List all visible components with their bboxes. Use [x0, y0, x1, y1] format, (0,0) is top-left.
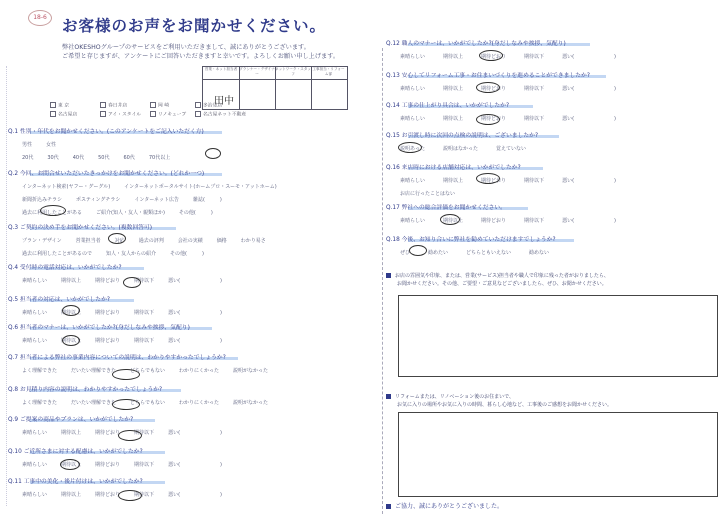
comment2-line-1: リフォームまたは、リノベーション後のお住まいで、 [395, 394, 515, 400]
answer-row [22, 237, 280, 244]
answer-option[interactable]: 期待どおり [95, 462, 121, 468]
question-label: Q.9 ご提案の商品やプランは、いかがでしたか? [8, 417, 134, 423]
answer-option[interactable]: 期待以下 [524, 116, 545, 122]
answer-option[interactable]: 勧めない [529, 250, 550, 256]
answer-option[interactable]: 60代 [123, 155, 135, 161]
checkbox[interactable] [150, 111, 156, 117]
question-block [8, 262, 236, 284]
answer-option[interactable]: 期待以上 [61, 278, 82, 284]
handwritten-staff-name: 田中 [214, 96, 234, 107]
bullet-square-icon [386, 504, 391, 509]
column-divider [382, 48, 383, 514]
answer-circle [440, 214, 460, 225]
checkbox[interactable] [50, 102, 56, 108]
answer-circle [108, 233, 126, 244]
answer-option[interactable]: 悪い( ) [562, 86, 616, 92]
answer-option[interactable]: 期待以上 [443, 116, 464, 122]
question-label: Q.7 担当者による弊社の事業内容についての説明は、わかりやすかったでしょうか? [8, 355, 226, 361]
answer-option[interactable]: 期待どおり [95, 278, 121, 284]
answer-option[interactable]: 説明がなかった [233, 400, 269, 406]
store-option: 岡 崎 [158, 103, 170, 109]
answer-circle [205, 148, 221, 159]
question-block [386, 202, 634, 224]
answer-circle [60, 459, 80, 470]
receipt-stamp: 18-6 [28, 10, 52, 26]
answer-option[interactable]: 期待以上 [443, 218, 464, 224]
answer-option[interactable]: 30代 [47, 155, 59, 161]
answer-row [22, 461, 236, 468]
answer-option[interactable]: 説明あった [400, 146, 425, 152]
page-title: お客様のお声をお聞かせください。 [62, 17, 327, 35]
comment1-line-1: お店の雰囲気や印象、または、営業(サービス)担当者や職人で印象に残った者がおりましたら、 [395, 273, 609, 279]
answer-row [22, 250, 280, 257]
store-option: 春日井店 [108, 103, 128, 109]
answer-option[interactable]: 素晴らしい [400, 54, 426, 60]
store-option: 多治見店 [203, 103, 223, 109]
answer-circle [118, 490, 142, 501]
answer-circle [118, 430, 142, 441]
answer-option[interactable]: 期待以上 [61, 338, 82, 344]
question-block [386, 162, 634, 197]
answer-option[interactable]: 期待以下 [134, 310, 155, 316]
footer-thanks: ご協力、誠にありがとうございました。 [386, 501, 503, 510]
answer-option[interactable]: 悪い( ) [562, 116, 616, 122]
question-label: Q.11 工事中の美化・後片付けは、いかがでしたか? [8, 479, 143, 485]
answer-circle [112, 369, 140, 380]
comment1-line-2: お聞かせください。その他、ご要望・ご意見などございましたら、ぜひ、お聞かせください。 [397, 281, 607, 287]
store-option: 東 京 [58, 103, 70, 109]
answer-option[interactable]: 期待以下 [524, 54, 545, 60]
answer-option[interactable]: お店に行ったことはない [400, 191, 456, 197]
answer-option[interactable]: 期待以上 [443, 54, 464, 60]
question-block [8, 352, 282, 374]
answer-row [22, 367, 282, 374]
answer-option[interactable]: 女性 [46, 142, 57, 148]
answer-option[interactable]: 期待以下 [524, 218, 545, 224]
answer-option[interactable]: 素晴らしい [22, 338, 48, 344]
comment-box-1[interactable] [398, 295, 718, 377]
answer-option[interactable]: 過去に利用したことがある [22, 210, 83, 216]
answer-row [22, 337, 236, 344]
answer-option[interactable]: 勧めたい [428, 250, 449, 256]
answer-row [400, 85, 634, 92]
answer-row [22, 154, 204, 161]
question-label: Q.16 来店時における店舗対応は、いかがでしたか? [386, 165, 521, 171]
answer-option[interactable]: 新聞折込みチラシ [22, 197, 63, 203]
answer-option[interactable]: 期待以下 [134, 278, 155, 284]
answer-option[interactable]: ぜひ [400, 250, 411, 256]
answer-option[interactable]: 対応 [114, 238, 125, 244]
answer-row [400, 115, 634, 122]
answer-option[interactable]: 期待以上 [61, 310, 82, 316]
answer-option[interactable]: 悪い( ) [168, 462, 222, 468]
answer-option[interactable]: 悪い( ) [562, 54, 616, 60]
answer-circle [40, 205, 66, 216]
answer-option[interactable]: その他( ) [178, 210, 213, 216]
answer-option[interactable]: 期待以下 [134, 462, 155, 468]
answer-option[interactable]: 悪い( ) [562, 178, 616, 184]
answer-circle [476, 82, 500, 93]
question-label: Q.1 性別・年代をお聞かせください。(このアンケートをご記入いただく方) [8, 129, 204, 135]
answer-row [22, 196, 291, 203]
answer-option[interactable]: わかりにくかった [178, 400, 219, 406]
answer-option[interactable]: 期待どおり [481, 86, 507, 92]
comment2-line-2: お気に入りの場所やお気に入りの時間、暮らし心地など、工事後のご感想をお聞かせください。 [397, 402, 613, 408]
answer-circle [479, 50, 503, 61]
answer-option[interactable]: 20代 [22, 155, 34, 161]
answer-option[interactable]: 期待以下 [134, 430, 155, 436]
answer-option[interactable]: 素晴らしい [400, 218, 426, 224]
answer-option[interactable]: 期待どおり [481, 116, 507, 122]
sign-col-3: ネットワーク・スタッフ [275, 67, 312, 109]
question-block [8, 126, 204, 161]
question-block [8, 322, 236, 344]
comment-section-1 [386, 272, 609, 287]
bullet-square-icon [386, 394, 391, 399]
answer-option[interactable]: 期待以上 [443, 178, 464, 184]
answer-option[interactable]: 70代以上 [148, 155, 171, 161]
answer-circle [62, 305, 80, 316]
answer-option[interactable]: インターネット広告 [134, 197, 179, 203]
question-label: Q.17 弊社への総合評価をお聞かせください。 [386, 205, 506, 211]
question-label: Q.14 工事の仕上がり具合は、いかがでしたか? [386, 103, 510, 109]
answer-option[interactable]: よく理解できた [22, 400, 58, 406]
question-label: Q.2 今回、お問合せいただいたきっかけをお聞かせください。(どれか一つ) [8, 171, 205, 177]
question-block [8, 294, 236, 316]
checkbox[interactable] [195, 102, 201, 108]
question-block [8, 222, 280, 257]
answer-option[interactable]: 期待以上 [61, 492, 82, 498]
answer-option[interactable]: 説明はなかった [442, 146, 478, 152]
answer-option[interactable]: 過去の評判 [138, 238, 164, 244]
question-label: Q.12 職人のマナーは、いかがでしたか?(身だしなみや挨拶、気配り) [386, 41, 566, 47]
answer-option[interactable]: 男性 [22, 142, 33, 148]
sign-col-2: プランナー・デザイナー [239, 67, 276, 109]
answer-circle [476, 173, 500, 184]
answer-option[interactable]: 価格 [216, 238, 227, 244]
answer-option[interactable]: 期待どおり [95, 310, 121, 316]
answer-option[interactable]: よく理解できた [22, 368, 58, 374]
answer-option[interactable]: 期待どおり [481, 178, 507, 184]
answer-option[interactable]: 悪い( ) [168, 430, 222, 436]
answer-row [22, 183, 291, 190]
question-label: Q.6 担当者のマナーは、いかがでしたか?(身だしなみや挨拶、気配り) [8, 325, 190, 331]
answer-circle [123, 277, 141, 288]
answer-option[interactable]: プラン・デザイン [22, 238, 62, 244]
answer-option[interactable]: その他( ) [170, 251, 204, 257]
question-block [386, 100, 634, 122]
checkbox[interactable] [195, 111, 201, 117]
answer-option[interactable]: 素晴らしい [400, 116, 426, 122]
answer-option[interactable]: 期待以下 [134, 492, 155, 498]
answer-row [22, 309, 236, 316]
sign-col-1: 営業・ネット担当者 [203, 67, 240, 109]
answer-row [22, 399, 282, 406]
answer-option[interactable]: 悪い( ) [168, 492, 222, 498]
question-label: Q.5 担当者の対応は、いかがでしたか? [8, 297, 110, 303]
answer-option[interactable]: 知人・友人からの紹介 [106, 251, 157, 257]
answer-option[interactable]: どちらでもない [130, 400, 165, 406]
answer-option[interactable]: だいたい理解できた [71, 400, 117, 406]
answer-option[interactable]: 説明がなかった [233, 368, 269, 374]
answer-option[interactable]: 期待どおり [481, 218, 507, 224]
answer-option[interactable]: 悪い( ) [168, 338, 222, 344]
answer-option[interactable]: ポスティングチラシ [76, 197, 121, 203]
answer-option[interactable]: インターネットポータルサイト(ホームプロ・スーモ・アットホーム) [124, 184, 277, 190]
question-block [386, 38, 634, 60]
answer-circle [476, 114, 500, 125]
answer-option[interactable]: 素晴らしい [22, 492, 48, 498]
checkbox[interactable] [50, 111, 56, 117]
answer-option[interactable]: 素晴らしい [400, 86, 426, 92]
checkbox[interactable] [100, 111, 106, 117]
answer-option[interactable]: 50代 [98, 155, 110, 161]
checkbox[interactable] [150, 102, 156, 108]
answer-option[interactable]: 期待以下 [524, 86, 545, 92]
answer-row [400, 217, 634, 224]
question-label: Q.18 今後、お知り合いに弊社を勧めていただけますでしょうか? [386, 237, 556, 243]
intro-line-2: ご希望と存じますが、アンケートにご回答いただきますと幸いです。よろしくお願い申し上げます。 [62, 53, 340, 60]
answer-option[interactable]: どちらともいえない [466, 250, 512, 256]
answer-option[interactable]: 期待どおり [95, 338, 121, 344]
store-option: 名古屋店 [58, 112, 78, 118]
answer-option[interactable]: 悪い( ) [562, 218, 616, 224]
store-option: アイ・スタイル [108, 112, 142, 118]
answer-option[interactable]: 素晴らしい [22, 278, 48, 284]
sign-table-divider [203, 79, 347, 80]
answer-option[interactable]: 素晴らしい [400, 178, 426, 184]
question-label: Q.8 お見積り内容の説明は、わかりやすかったでしょうか? [8, 387, 163, 393]
store-option: リノキューブ [158, 112, 187, 118]
answer-option[interactable]: どちらでもない [130, 368, 165, 374]
answer-option[interactable]: 期待どおり [481, 54, 507, 60]
question-block [8, 384, 282, 406]
answer-option[interactable]: 期待どおり [95, 430, 121, 436]
answer-option[interactable]: 期待以下 [134, 338, 155, 344]
answer-option[interactable]: だいたい理解できた [71, 368, 117, 374]
answer-option[interactable]: 悪い( ) [168, 310, 222, 316]
answer-row [400, 53, 634, 60]
question-label: Q.3 ご契約の決め手をお聞かせください。(複数回答可) [8, 225, 152, 231]
question-label: Q.10 ご近所さまに対する配慮は、いかがでしたか? [8, 449, 143, 455]
answer-row [22, 141, 204, 148]
answer-option[interactable]: 過去に利用したことがあるので [22, 251, 93, 257]
answer-option[interactable]: ご紹介(知人・友人・親類ほか) [96, 210, 165, 216]
answer-circle [409, 245, 427, 256]
question-label: Q.13 安心してリフォーム工事・お住まいづくりを進めることができましたか? [386, 73, 590, 79]
answer-option[interactable]: 期待どおり [95, 492, 121, 498]
answer-option[interactable]: 期待以下 [524, 178, 545, 184]
question-label: Q.15 お引渡し時に次回の点検の説明は、ございましたか? [386, 133, 539, 139]
answer-option[interactable]: 雑誌( ) [192, 197, 222, 203]
answer-option[interactable]: 素晴らしい [22, 430, 48, 436]
sign-col-4: 工事担当・リフォーム部 [312, 67, 345, 76]
answer-option[interactable]: わかり易さ [240, 238, 266, 244]
answer-option[interactable]: 悪い( ) [168, 278, 222, 284]
answer-option[interactable]: 期待以上 [443, 86, 464, 92]
answer-option[interactable]: 素晴らしい [22, 310, 48, 316]
question-block [386, 70, 634, 92]
bullet-square-icon [386, 273, 391, 278]
comment-box-2[interactable] [398, 412, 718, 497]
answer-option[interactable]: 期待以上 [61, 462, 82, 468]
answer-option[interactable]: 素晴らしい [22, 462, 48, 468]
answer-circle [62, 335, 80, 346]
answer-option[interactable]: 覚えていない [495, 146, 526, 152]
answer-row [400, 190, 634, 197]
intro-line-1: 弊社OKESHOグループのサービスをご利用いただきまして、誠にありがとうございます。 [62, 44, 310, 51]
answer-option[interactable]: 会社の実績 [177, 238, 203, 244]
answer-option[interactable]: 期待以上 [61, 430, 82, 436]
answer-circle [112, 399, 140, 410]
question-label: Q.4 受付時の電話対応は、いかがでしたか? [8, 265, 122, 271]
answer-option[interactable]: インターネット検索(ヤフー・グーグル) [22, 184, 111, 190]
answer-circle [398, 142, 422, 153]
store-option: 名古屋ネット不動産 [203, 112, 247, 118]
answer-row [400, 177, 634, 184]
answer-option[interactable]: わかりにくかった [178, 368, 219, 374]
checkbox[interactable] [100, 102, 106, 108]
answer-option[interactable]: 40代 [72, 155, 85, 161]
comment-section-2 [386, 393, 612, 408]
question-block [8, 446, 236, 468]
answer-option[interactable]: 営業担当者 [75, 238, 101, 244]
